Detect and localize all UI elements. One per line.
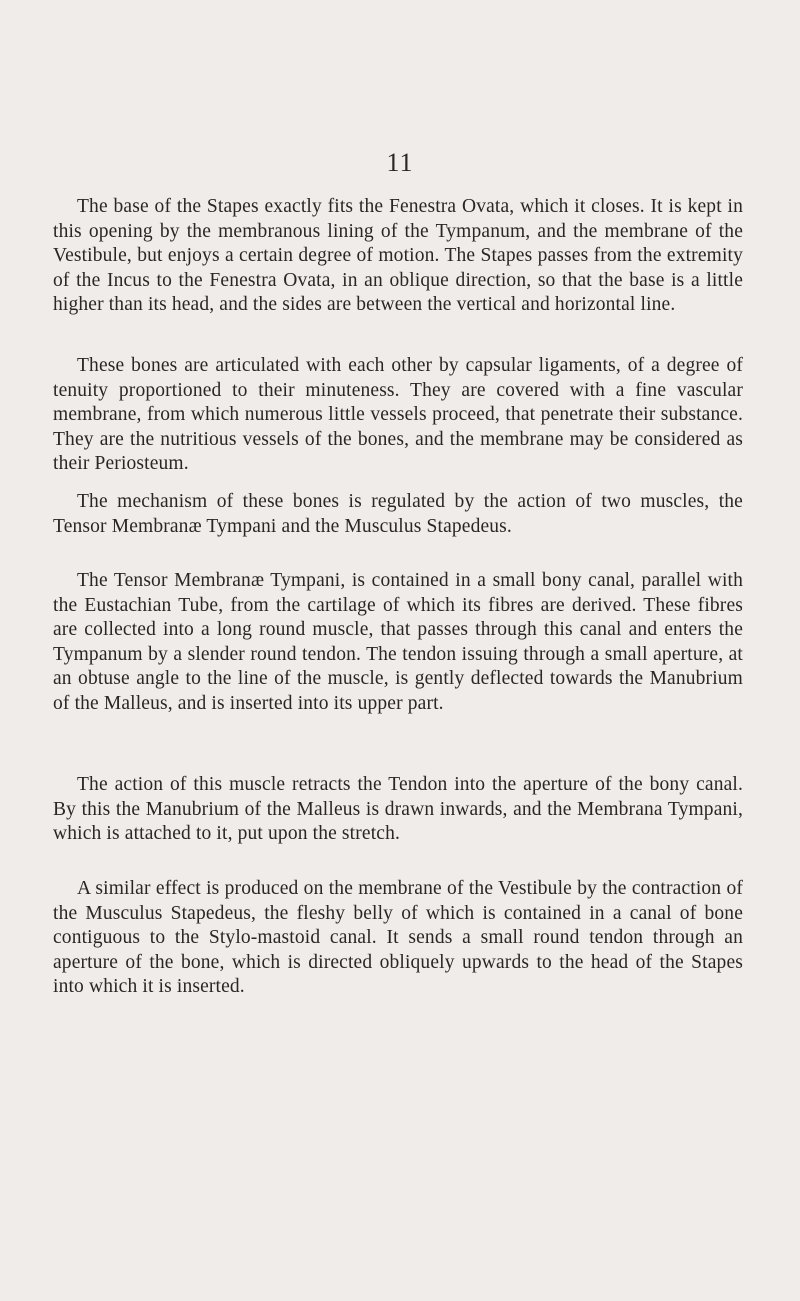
paragraph-muscle-action [53,773,743,847]
paragraph-text: The action of this muscle retracts the Tendon into the aperture of the bony canal. By this the Manubrium of the Malleus is drawn inwards, and the Membrana Tympani, which is attached to it, put upon the stretch. [53,774,743,845]
paragraph-text: The mechanism of these bones is regulated by the action of two muscles, the Tensor Membranæ Tympani and the Musculus Stapedeus. [53,491,743,537]
paragraph-text: These bones are articulated with each other by capsular ligaments, of a degree of tenuity proportioned to their minuteness. They are covered with a fine vascular membrane, from which numerous little vessels proceed, that penetrate their substance. They are the nutritious vessels of the bones, and the membrane may be considered as their Periosteum. [53,355,743,475]
paragraph-text: The Tensor Membranæ Tympani, is contained in a small bony canal, parallel with the Eustachian Tube, from the cartilage of which its fibres are derived. These fibres are collected into a long round muscle, that passes through this canal and enters the Tympanum by a slender round tendon. The tendon issuing through a small aperture, at an obtuse angle to the line of the muscle, is gently deflected towards the Manubrium of the Malleus, and is inserted into its upper part. [53,570,743,714]
paragraph-stapes [53,195,743,318]
page-number: 11 [386,148,414,177]
paragraph-text: A similar effect is produced on the membrane of the Vestibule by the contraction of the Musculus Stapedeus, the fleshy belly of which is contained in a canal of bone contiguous to the Stylo-mastoid canal. It sends a small round tendon through an aperture of the bone, which is directed obliquely upwards to the head of the Stapes into which it is inserted. [53,878,743,998]
paragraph-stapedeus [53,877,743,1000]
paragraph-text: The base of the Stapes exactly fits the Fenestra Ovata, which it closes. It is kept in this opening by the membranous lining of the Tympanum, and the membrane of the Vestibule, but enjoys a certain degree of motion. The Stapes passes from the extremity of the Incus to the Fenestra Ovata, in an oblique direction, so that the base is a little higher than its head, and the sides are between the vertical and horizontal line. [53,196,743,316]
paragraph-articulation [53,354,743,477]
paragraph-tensor-membranae [53,569,743,717]
paragraph-mechanism [53,490,743,539]
